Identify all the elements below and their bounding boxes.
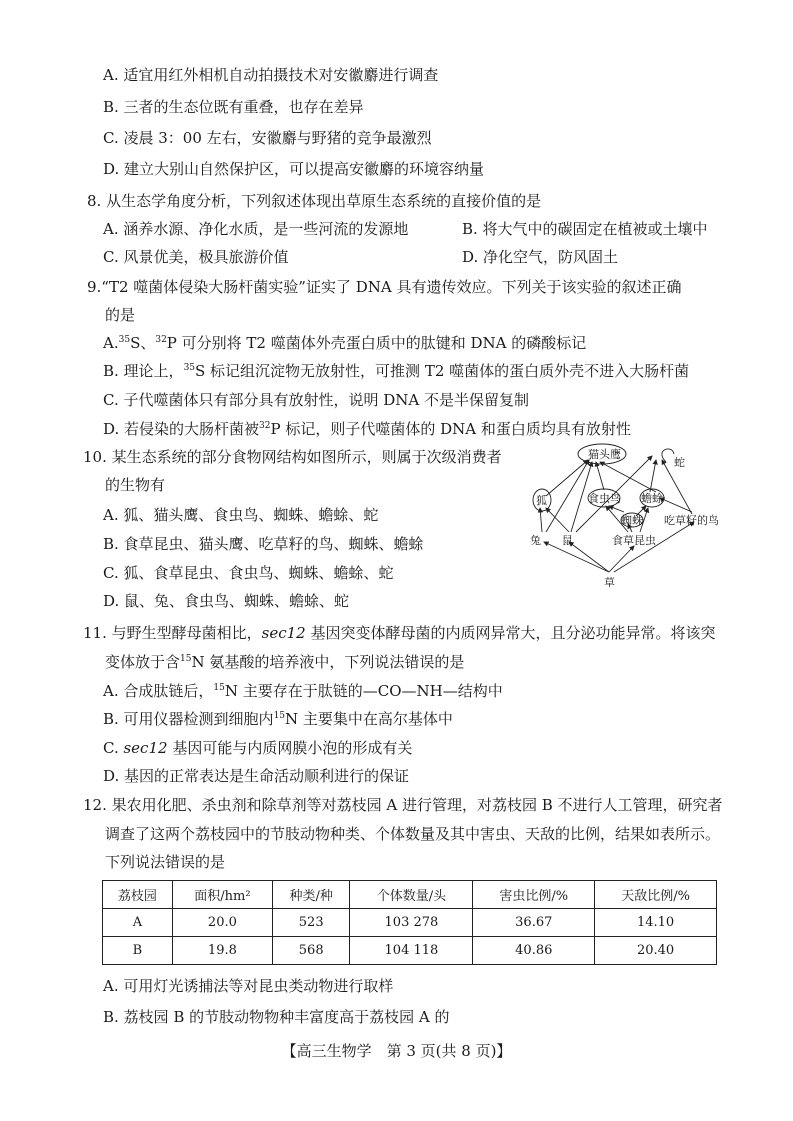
q11-stem-line1: 11. 与野生型酵母菌相比，sec12 基因突变体酵母菌的内质网异常大，且分泌功能异常。将该突 (83, 624, 716, 642)
table-header: 面积/hm² (172, 881, 272, 909)
table-header: 个体数量/头 (350, 881, 473, 909)
node-rabbit: 兔 (530, 534, 541, 547)
q11-option-c: C. sec12 基因可能与内质网膜小泡的形成有关 (103, 739, 413, 757)
food-web-diagram (524, 440, 734, 600)
q8-stem: 8. 从生态学角度分析，下列叙述体现出草原生态系统的直接价值的是 (87, 192, 542, 210)
q10-option-b: B. 食草昆虫、猫头鹰、吃草籽的鸟、蜘蛛、蟾蜍 (103, 535, 424, 553)
q10-option-c: C. 狐、食草昆虫、食虫鸟、蜘蛛、蟾蜍、蛇 (103, 564, 394, 582)
orchard-data-table (102, 880, 717, 965)
table-cell: 568 (272, 937, 350, 965)
node-owl: 猫头鹰 (588, 448, 621, 461)
q12-stem-line3: 下列说法错误的是 (105, 853, 226, 871)
q7-option-a: A. 适宜用红外相机自动拍摄技术对安徽麝进行调查 (103, 66, 439, 84)
table-cell: 14.10 (595, 909, 717, 937)
table-cell: 523 (272, 909, 350, 937)
q11-option-a: A. 合成肽链后，$^{15}$N 主要存在于肽链的—CO—NH—结构中 (103, 682, 503, 700)
q12-option-b: B. 荔枝园 B 的节肢动物物种丰富度高于荔枝园 A 的 (103, 1008, 450, 1026)
node-mouse: 鼠 (562, 534, 573, 547)
table-cell: 104 118 (350, 937, 473, 965)
table-row (103, 937, 717, 965)
q7-option-b: B. 三者的生态位既有重叠，也存在差异 (103, 98, 364, 116)
q10-stem-line2: 的生物有 (105, 476, 166, 494)
node-grass: 草 (604, 576, 615, 589)
node-insect-bird: 食虫鸟 (588, 492, 621, 505)
node-toad: 蟾蜍 (641, 492, 663, 505)
q9-option-b: B. 理论上，$^{35}$S 标记组沉淀物无放射性，可推测 T2 噬菌体的蛋白质外壳不进入大肠杆菌 (103, 362, 690, 380)
table-header-row (103, 881, 717, 909)
q9-stem-line2: 的是 (105, 306, 136, 324)
table-cell: 103 278 (350, 909, 473, 937)
table-cell: 40.86 (473, 937, 595, 965)
q10-option-a: A. 狐、猫头鹰、食虫鸟、蜘蛛、蟾蜍、蛇 (103, 506, 379, 524)
q8-option-d: D. 净化空气，防风固土 (462, 248, 619, 266)
table-cell: 20.0 (172, 909, 272, 937)
page-footer: 【高三生物学 第 3 页(共 8 页)】 (281, 1042, 512, 1060)
q12-stem-line2: 调查了这两个荔枝园中的节肢动物种类、个体数量及其中害虫、天敌的比例，结果如表所示。 (105, 825, 721, 843)
q10-stem-line1: 10. 某生态系统的部分食物网结构如图所示，则属于次级消费者 (83, 448, 502, 466)
table-header: 天敌比例/% (595, 881, 717, 909)
node-fox: 狐 (536, 494, 547, 507)
q8-option-b: B. 将大气中的碳固定在植被或土壤中 (462, 220, 708, 238)
node-spider: 蜘蛛 (621, 514, 643, 527)
q9-option-a: A.$^{35}$S、$^{32}$P 可分别将 T2 噬菌体外壳蛋白质中的肽键和 DNA 的磷酸标记 (103, 334, 587, 352)
q10-option-d: D. 鼠、兔、食虫鸟、蜘蛛、蟾蜍、蛇 (103, 592, 350, 610)
q11-stem-line2: 变体放于含$^{15}$N 氨基酸的培养液中，下列说法错误的是 (105, 653, 465, 671)
q12-stem-line1: 12. 果农用化肥、杀虫剂和除草剂等对荔枝园 A 进行管理，对荔枝园 B 不进行人工管理，研究者 (83, 796, 723, 814)
q11-option-d: D. 基因的正常表达是生命活动顺利进行的保证 (103, 767, 410, 785)
q12-option-a: A. 可用灯光诱捕法等对昆虫类动物进行取样 (103, 977, 394, 995)
table-cell: 36.67 (473, 909, 595, 937)
table-row (103, 909, 717, 937)
q11-option-b: B. 可用仪器检测到细胞内$^{15}$N 主要集中在高尔基体中 (103, 710, 453, 728)
node-snake: 蛇 (674, 456, 685, 469)
q7-option-c: C. 凌晨 3：00 左右，安徽麝与野猪的竞争最激烈 (103, 129, 432, 147)
node-seed-bird: 吃草籽的鸟 (664, 514, 719, 527)
q8-option-c: C. 风景优美，极具旅游价值 (103, 248, 289, 266)
table-cell: 20.40 (595, 937, 717, 965)
table-cell: 19.8 (172, 937, 272, 965)
q7-option-d: D. 建立大别山自然保护区，可以提高安徽麝的环境容纳量 (103, 160, 485, 178)
node-herbivorous-insect: 食草昆虫 (612, 534, 656, 547)
q9-option-c: C. 子代噬菌体只有部分具有放射性，说明 DNA 不是半保留复制 (103, 391, 530, 409)
table-header: 种类/种 (272, 881, 350, 909)
table-cell: A (103, 909, 173, 937)
table-cell: B (103, 937, 173, 965)
q8-option-a: A. 涵养水源、净化水质，是一些河流的发源地 (103, 220, 409, 238)
table-header: 害虫比例/% (473, 881, 595, 909)
q9-option-d: D. 若侵染的大肠杆菌被$^{32}$P 标记，则子代噬菌体的 DNA 和蛋白质均具有放射性 (103, 420, 631, 438)
table-header: 荔枝园 (103, 881, 173, 909)
q9-stem-line1: 9.“T2 噬菌体侵染大肠杆菌实验”证实了 DNA 具有遗传效应。下列关于该实验的叙述正确 (87, 278, 682, 296)
